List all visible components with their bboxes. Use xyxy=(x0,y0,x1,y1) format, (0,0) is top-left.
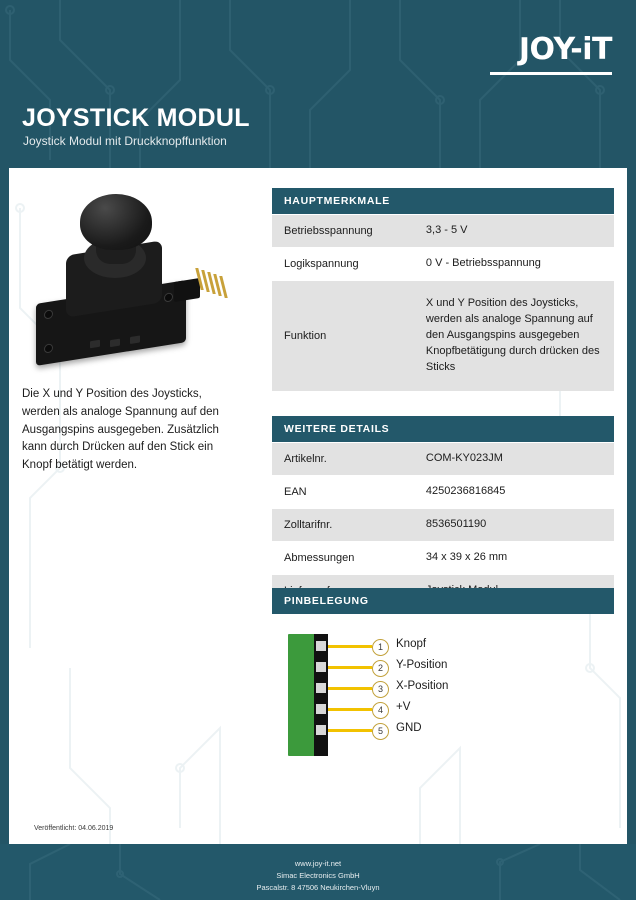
connector-shroud xyxy=(314,634,328,756)
pin-lead xyxy=(328,708,372,711)
pcb-mount-hole xyxy=(44,309,53,319)
row-value: 4250236816845 xyxy=(425,484,506,497)
table-row xyxy=(272,215,614,247)
row-key: EAN xyxy=(284,485,307,498)
pin-label: +V xyxy=(396,701,411,713)
page-footer xyxy=(0,844,636,900)
row-key: Betriebsspannung xyxy=(284,224,373,237)
pin-label: X-Position xyxy=(396,680,449,692)
details-table-heading: WEITERE DETAILS xyxy=(272,416,614,442)
table-row xyxy=(272,509,614,542)
features-table-heading: HAUPTMERKMALE xyxy=(272,188,614,214)
row-key: Zolltarifnr. xyxy=(284,518,333,531)
pinout-section xyxy=(272,588,614,614)
page-body xyxy=(0,168,636,844)
table-row xyxy=(272,476,614,509)
pin-header-block xyxy=(174,278,200,302)
published-date: Veröffentlicht: 04.06.2019 xyxy=(34,825,114,832)
row-value: COM-KY023JM xyxy=(425,452,503,464)
connector-pin xyxy=(316,683,326,693)
footer-company: Simac Electronics GmbH xyxy=(276,871,360,880)
row-value: 8536501190 xyxy=(425,517,487,530)
row-value: 0 V - Betriebsspannung xyxy=(425,256,541,269)
pinout-diagram xyxy=(272,634,614,774)
pin-number: 3 xyxy=(372,681,389,698)
row-value: 34 x 39 x 26 mm xyxy=(425,550,508,563)
row-value: X und Y Position des Joysticks, werden als analoge Spannung auf den Ausgangspins ausgegeben Knopfbetätigung durch drücken des Sticks xyxy=(425,297,600,373)
connector-pin xyxy=(316,725,326,735)
page-header xyxy=(0,0,636,168)
pin-lead xyxy=(328,645,372,648)
pcb-mount-hole xyxy=(44,343,53,353)
row-key: Artikelnr. xyxy=(284,452,327,465)
pin-number: 4 xyxy=(372,702,389,719)
pcb-pad xyxy=(130,335,140,344)
connector-pin xyxy=(316,704,326,714)
connector-body xyxy=(288,634,316,756)
pin-label: Knopf xyxy=(396,638,427,650)
company-logo: JOY-iT xyxy=(518,32,612,67)
pin-label: Y-Position xyxy=(396,659,448,671)
table-row xyxy=(272,443,614,476)
joystick-cap xyxy=(80,194,152,250)
table-row xyxy=(272,281,614,391)
table-row xyxy=(272,248,614,280)
pin-number: 1 xyxy=(372,639,389,656)
details-table xyxy=(272,416,614,608)
pin-lead xyxy=(328,729,372,732)
pin-number: 5 xyxy=(372,723,389,740)
table-row xyxy=(272,542,614,575)
connector-pin xyxy=(316,641,326,651)
connector-pin xyxy=(316,662,326,672)
page-subtitle: Joystick Modul mit Druckknopffunktion xyxy=(23,134,227,148)
logo-underline xyxy=(490,72,612,75)
pcb-mount-hole xyxy=(164,292,173,302)
right-accent-bar xyxy=(627,168,636,844)
pin-number: 2 xyxy=(372,660,389,677)
row-key: Abmessungen xyxy=(284,551,355,564)
pcb-pad xyxy=(90,340,100,349)
row-key: Funktion xyxy=(284,329,327,342)
footer-website[interactable]: www.joy-it.net xyxy=(294,859,342,868)
pinout-heading: PINBELEGUNG xyxy=(272,588,614,614)
features-table xyxy=(272,188,614,391)
pcb-pad xyxy=(110,339,120,348)
page-title: JOYSTICK MODUL xyxy=(22,104,250,132)
product-image xyxy=(22,188,237,368)
pin-lead xyxy=(328,666,372,669)
pin-lead xyxy=(328,687,372,690)
row-key: Logikspannung xyxy=(284,257,359,270)
footer-address: Pascalstr. 8 47506 Neukirchen-Vluyn xyxy=(256,883,380,892)
pin-label: GND xyxy=(396,722,422,734)
left-accent-bar xyxy=(0,168,9,844)
row-value: 3,3 - 5 V xyxy=(425,224,468,236)
product-description: Die X und Y Position des Joysticks, werden als analoge Spannung auf den Ausgangspins ausgegeben. Zusätzlich kann durch Drücken auf den Stick ein Knopf betätigt werden. xyxy=(22,388,219,472)
